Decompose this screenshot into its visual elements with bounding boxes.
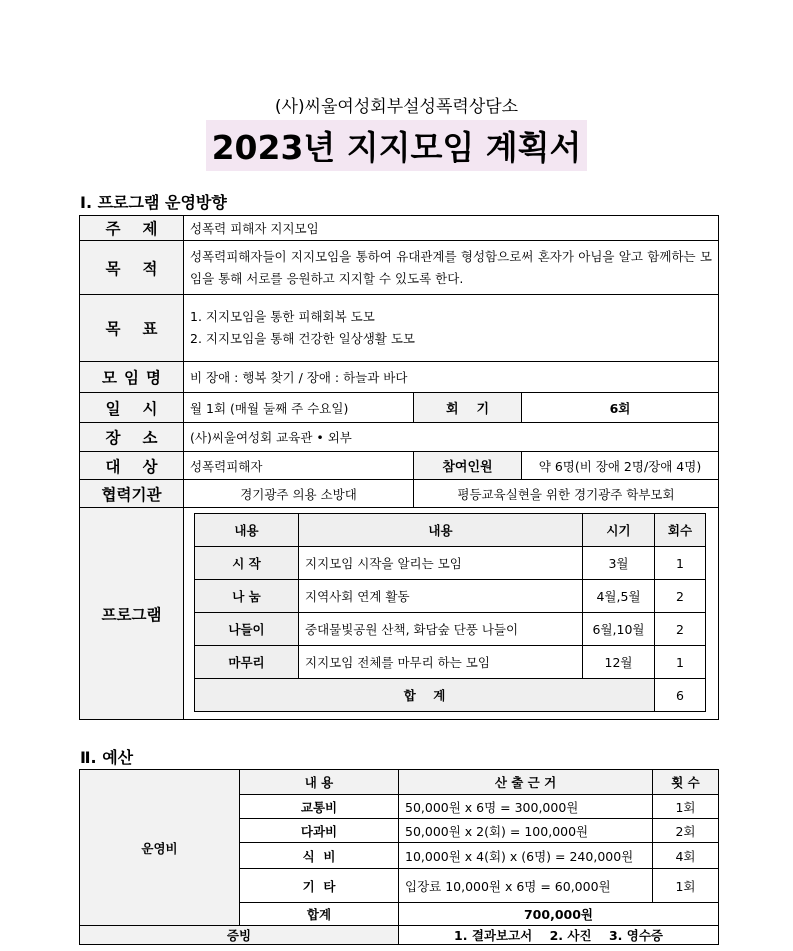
place-value: (사)씨울여성회 교육관 • 외부 bbox=[184, 423, 719, 452]
section1-heading: Ⅰ. 프로그램 운영방향 bbox=[80, 193, 227, 212]
budget-item: 다과비 bbox=[240, 819, 399, 843]
program-cell bbox=[184, 508, 719, 720]
participants-value: 약 6명(비 장애 2명/장애 4명) bbox=[522, 452, 719, 480]
budget-table bbox=[79, 769, 719, 945]
budget-item: 교통비 bbox=[240, 795, 399, 819]
place-label: 장소 bbox=[80, 423, 184, 452]
theme-label: 주제 bbox=[80, 216, 184, 241]
document-title: 2023년 지지모임 계획서 bbox=[206, 120, 588, 171]
sessions-value: 6회 bbox=[522, 393, 719, 423]
program-header-stage: 내용 bbox=[195, 514, 299, 547]
program-direction-table bbox=[79, 215, 719, 720]
program-stage: 시 작 bbox=[195, 547, 299, 580]
program-content: 지지모임 시작을 알리는 모임 bbox=[299, 547, 583, 580]
goal-label: 목표 bbox=[80, 295, 184, 362]
date-label: 일시 bbox=[80, 393, 184, 423]
program-header-times: 회수 bbox=[655, 514, 706, 547]
program-times: 2 bbox=[655, 613, 706, 646]
program-table bbox=[194, 513, 706, 712]
budget-times: 1회 bbox=[653, 795, 719, 819]
program-period: 4월,5월 bbox=[583, 580, 655, 613]
table-row bbox=[195, 580, 706, 613]
organization-name: (사)씨울여성회부설성폭력상담소 bbox=[274, 97, 519, 117]
program-stage: 나 눔 bbox=[195, 580, 299, 613]
purpose-label: 목적 bbox=[80, 241, 184, 295]
program-total-label: 합 계 bbox=[195, 679, 655, 712]
budget-item: 기 타 bbox=[240, 869, 399, 903]
table-row bbox=[195, 646, 706, 679]
program-stage: 나들이 bbox=[195, 613, 299, 646]
budget-category: 운영비 bbox=[80, 770, 240, 926]
program-period: 3월 bbox=[583, 547, 655, 580]
program-content: 중대물빛공원 산책, 화담숲 단풍 나들이 bbox=[299, 613, 583, 646]
program-content: 지지모임 전체를 마무리 하는 모임 bbox=[299, 646, 583, 679]
target-label: 대상 bbox=[80, 452, 184, 480]
budget-calc: 10,000원 x 4(회) x (6명) = 240,000원 bbox=[399, 843, 653, 869]
program-content: 지역사회 연계 활동 bbox=[299, 580, 583, 613]
goal-item: 2. 지지모임을 통해 건강한 일상생활 도모 bbox=[190, 331, 415, 346]
program-label: 프로그램 bbox=[80, 508, 184, 720]
participants-label: 참여인원 bbox=[414, 452, 522, 480]
table-row bbox=[195, 547, 706, 580]
partner-label: 협력기관 bbox=[80, 480, 184, 508]
program-times: 1 bbox=[655, 547, 706, 580]
budget-calc: 50,000원 x 6명 = 300,000원 bbox=[399, 795, 653, 819]
program-period: 6월,10월 bbox=[583, 613, 655, 646]
program-times: 2 bbox=[655, 580, 706, 613]
budget-calc: 50,000원 x 2(회) = 100,000원 bbox=[399, 819, 653, 843]
purpose-value: 성폭력피해자들이 지지모임을 통하여 유대관계를 형성함으로써 혼자가 아님을 알고 함께하는 모임을 통해 서로를 응원하고 지지할 수 있도록 한다. bbox=[184, 241, 719, 295]
theme-value: 성폭력 피해자 지지모임 bbox=[184, 216, 719, 241]
program-stage: 마무리 bbox=[195, 646, 299, 679]
goal-value bbox=[184, 295, 719, 362]
target-value: 성폭력피해자 bbox=[184, 452, 414, 480]
evidence-value: 1. 결과보고서 2. 사진 3. 영수증 bbox=[399, 926, 719, 945]
budget-total-value: 700,000원 bbox=[399, 903, 719, 926]
evidence-label: 증빙 bbox=[80, 926, 399, 945]
budget-header-times: 횟 수 bbox=[653, 770, 719, 795]
program-header-period: 시기 bbox=[583, 514, 655, 547]
budget-header-item: 내 용 bbox=[240, 770, 399, 795]
program-period: 12월 bbox=[583, 646, 655, 679]
table-row bbox=[195, 613, 706, 646]
meeting-name-label: 모임명 bbox=[80, 362, 184, 393]
budget-calc: 입장료 10,000원 x 6명 = 60,000원 bbox=[399, 869, 653, 903]
section2-heading: Ⅱ. 예산 bbox=[80, 748, 134, 767]
budget-times: 1회 bbox=[653, 869, 719, 903]
budget-total-label: 합계 bbox=[240, 903, 399, 926]
partner-2: 평등교육실현을 위한 경기광주 학부모회 bbox=[414, 480, 719, 508]
sessions-label: 회기 bbox=[414, 393, 522, 423]
budget-times: 4회 bbox=[653, 843, 719, 869]
budget-header-calc: 산 출 근 거 bbox=[399, 770, 653, 795]
budget-item: 식 비 bbox=[240, 843, 399, 869]
budget-times: 2회 bbox=[653, 819, 719, 843]
date-value: 월 1회 (매월 둘째 주 수요일) bbox=[184, 393, 414, 423]
meeting-name-value: 비 장애 : 행복 찾기 / 장애 : 하늘과 바다 bbox=[184, 362, 719, 393]
goal-item: 1. 지지모임을 통한 피해회복 도모 bbox=[190, 309, 375, 324]
program-times: 1 bbox=[655, 646, 706, 679]
program-total-value: 6 bbox=[655, 679, 706, 712]
program-header-content: 내용 bbox=[299, 514, 583, 547]
partner-1: 경기광주 의용 소방대 bbox=[184, 480, 414, 508]
